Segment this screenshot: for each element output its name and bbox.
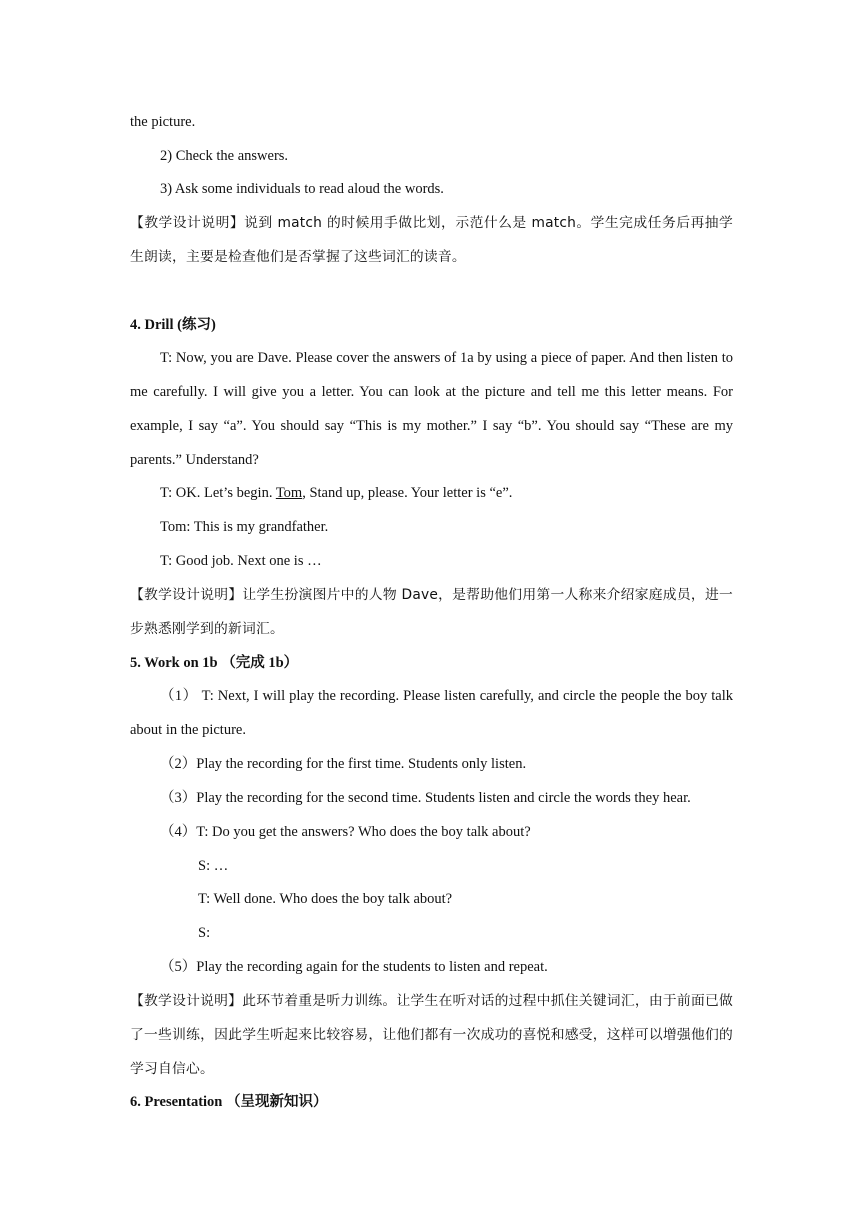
- drill-dialogue-line: Tom: This is my grandfather.: [160, 519, 329, 535]
- section-heading-presentation: 6. Presentation （呈现新知识）: [130, 1094, 328, 1110]
- section-heading-drill: 4. Drill (练习): [130, 317, 216, 333]
- drill-instructions: T: Now, you are Dave. Please cover the answers of 1a by using a piece of paper. And then listen to me carefully. I will give you a letter. You can look at the picture and tell me this letter means. For example, I say “a”. You should say “This is my mother.” I say “b”. You should say “These are my parents.” Understand?: [130, 350, 733, 468]
- student-name: Tom: [275, 485, 303, 501]
- design-note-1: 【教学设计说明】说到 match 的时候用手做比划，示范什么是 match。学生完成任务后再抽学生朗读，主要是检查他们是否掌握了这些词汇的读音。: [130, 215, 733, 265]
- step-3: （3）Play the recording for the second time. Students listen and circle the words they hear.: [160, 790, 691, 806]
- dialogue-line: T: Well done. Who does the boy talk about?: [198, 891, 453, 907]
- step-2: （2）Play the recording for the first time. Students only listen.: [160, 756, 527, 772]
- dialogue-text: , Stand up, please. Your letter is “e”.: [302, 485, 513, 501]
- section-heading-work-on-1b: 5. Work on 1b （完成 1b）: [130, 655, 299, 671]
- text-line: the picture.: [130, 114, 196, 130]
- drill-dialogue-line: T: Good job. Next one is …: [160, 553, 322, 569]
- design-note-2: 【教学设计说明】让学生扮演图片中的人物 Dave，是帮助他们用第一人称来介绍家庭成员，进一步熟悉刚学到的新词汇。: [130, 587, 733, 637]
- step-4: （4）T: Do you get the answers? Who does the boy talk about?: [160, 824, 531, 840]
- design-note-3: 【教学设计说明】此环节着重是听力训练。让学生在听对话的过程中抓住关键词汇，由于前面已做了一些训练，因此学生听起来比较容易，让他们都有一次成功的喜悦和感受，这样可以增强他们的学习自信心。: [130, 993, 733, 1077]
- step-check-answers: 2) Check the answers.: [160, 148, 289, 164]
- step-read-aloud: 3) Ask some individuals to read aloud the words.: [160, 181, 444, 197]
- dialogue-text: T: OK. Let’s begin.: [160, 485, 276, 501]
- dialogue-line: S:: [198, 925, 211, 941]
- step-5: （5）Play the recording again for the students to listen and repeat.: [160, 959, 548, 975]
- dialogue-line: S: …: [198, 858, 229, 874]
- drill-dialogue-line: [160, 476, 733, 510]
- step-1: （1） T: Next, I will play the recording. Please listen carefully, and circle the people the boy talk about in the picture.: [130, 688, 733, 738]
